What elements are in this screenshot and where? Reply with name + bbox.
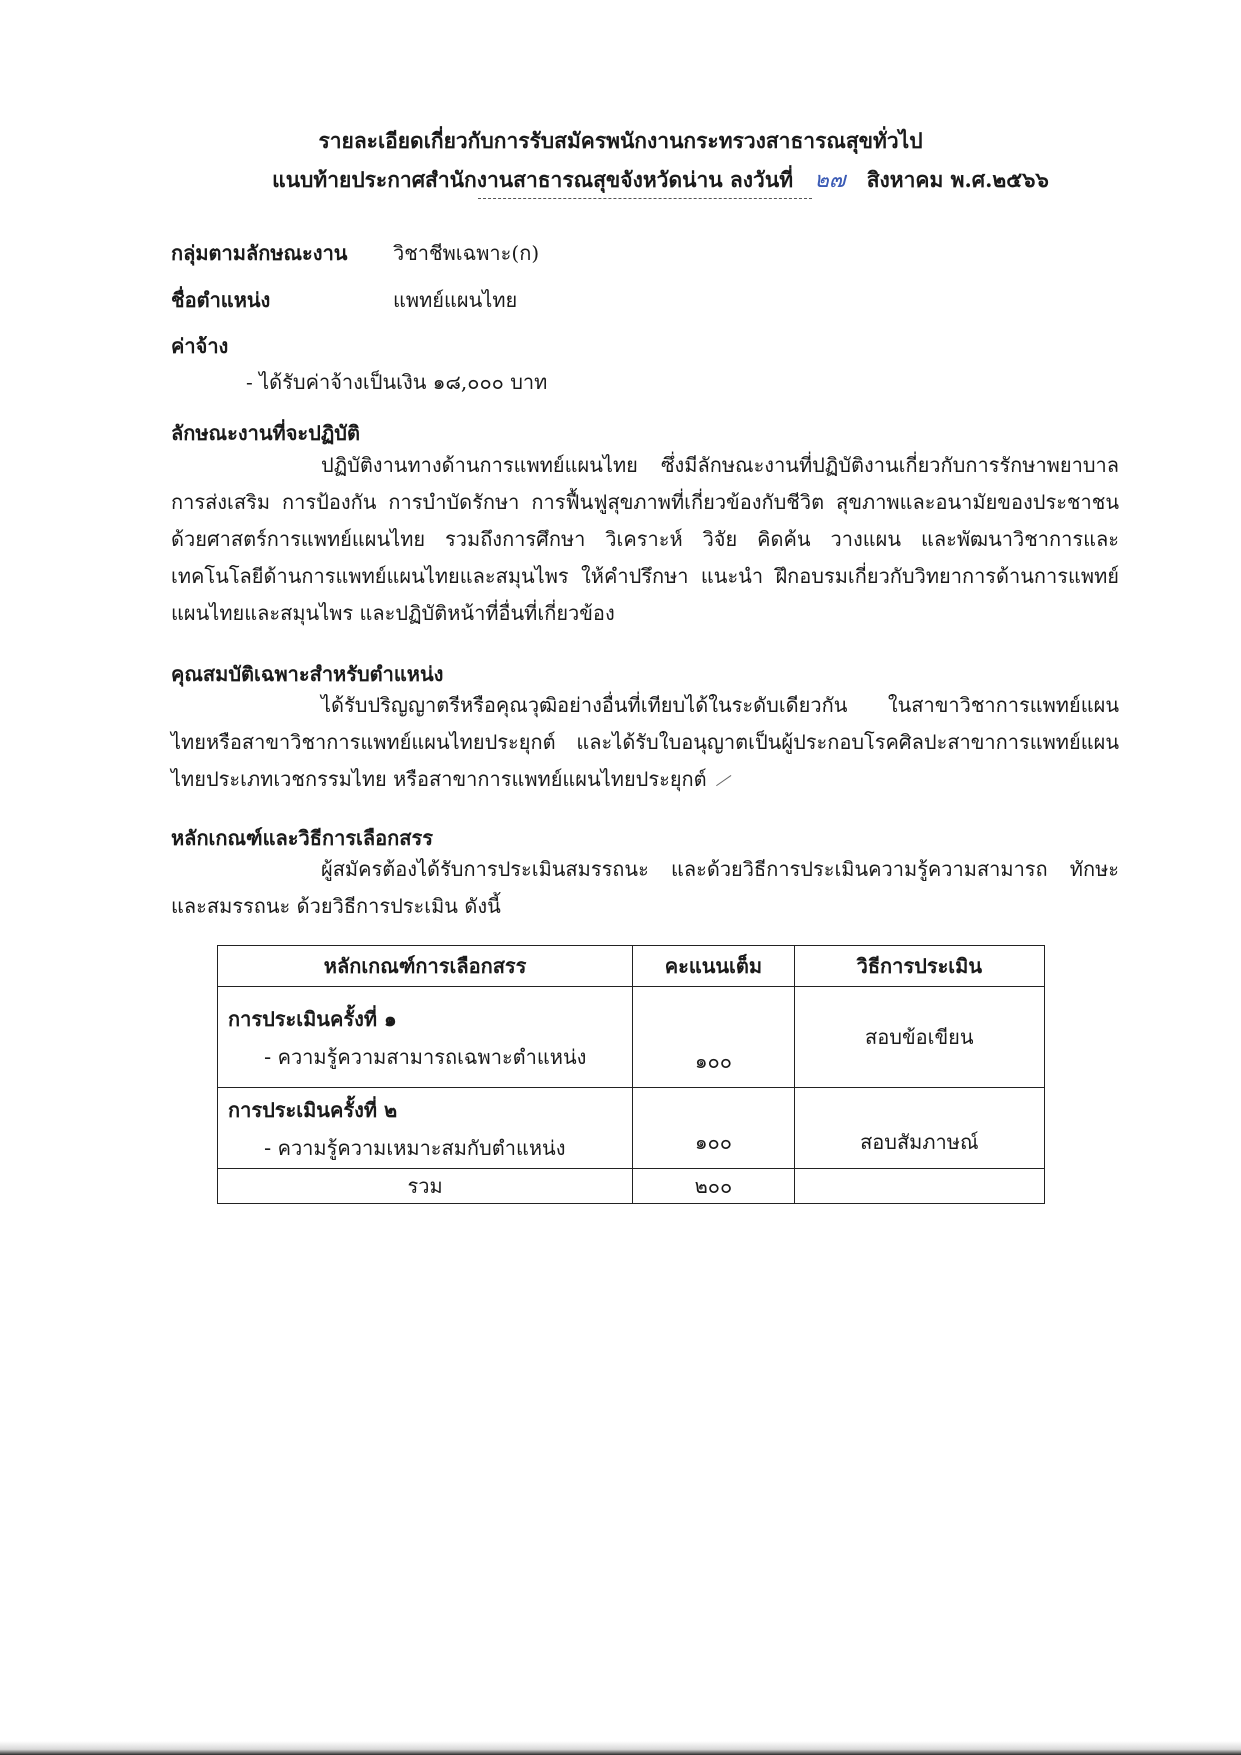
round-2-criteria-cell	[218, 1088, 633, 1169]
work-group-label: กลุ่มตามลักษณะงาน	[171, 241, 348, 265]
round-1-item: - ความรู้ความสามารถเฉพาะตำแหน่ง	[264, 1045, 587, 1069]
qualifications-text: ได้รับปริญญาตรีหรือคุณวุฒิอย่างอื่นที่เทียบได้ในระดับเดียวกัน ในสาขาวิชาการแพทย์แผนไทยหรือสาขาวิชาการแพทย์แผนไทยประยุกต์ และได้รับใบอนุญาตเป็นผู้ประกอบโรคศิลปะสาขาการแพทย์แผนไทยประเภทเวชกรรมไทย หรือสาขาการแพทย์แผนไทยประยุกต์	[171, 693, 1119, 791]
separator-line	[478, 198, 812, 199]
scan-bottom-edge	[0, 1741, 1241, 1755]
selection-heading: หลักเกณฑ์และวิธีการเลือกสรร	[171, 826, 433, 850]
subtitle-prefix: แนบท้ายประกาศสำนักงานสาธารณสุขจังหวัดน่าน ลงวันที่	[272, 167, 794, 192]
duties-paragraph: ปฏิบัติงานทางด้านการแพทย์แผนไทย ซึ่งมีลักษณะงานที่ปฏิบัติงานเกี่ยวกับการรักษาพยาบาล การส่งเสริม การป้องกัน การบำบัดรักษา การฟื้นฟูสุขภาพที่เกี่ยวข้องกับชีวิต สุขภาพและอนามัยของประชาชนด้วยศาสตร์การแพทย์แผนไทย รวมถึงการศึกษา วิเคราะห์ วิจัย คิดค้น วางแผน และพัฒนาวิชาการและเทคโนโลยีด้านการแพทย์แผนไทยและสมุนไพร ให้คำปรึกษา แนะนำ ฝึกอบรมเกี่ยวกับวิทยาการด้านการแพทย์แผนไทยและสมุนไพร และปฏิบัติหน้าที่อื่นที่เกี่ยวข้อง	[171, 453, 1119, 625]
header-full-score: คะแนนเต็ม	[633, 946, 794, 987]
table-row	[218, 987, 1045, 1088]
table-row	[218, 1088, 1045, 1169]
total-method-empty	[794, 1169, 1044, 1204]
total-score: ๒๐๐	[633, 1169, 794, 1204]
header-criteria: หลักเกณฑ์การเลือกสรร	[218, 946, 633, 987]
position-label: ชื่อตำแหน่ง	[171, 288, 271, 312]
selection-criteria-table	[217, 945, 1045, 1204]
table-header-row	[218, 946, 1045, 987]
round-1-method: สอบข้อเขียน	[794, 987, 1044, 1088]
subtitle-suffix: สิงหาคม พ.ศ.๒๕๖๖	[866, 167, 1049, 192]
table-total-row	[218, 1169, 1045, 1204]
wage-detail: - ได้รับค่าจ้างเป็นเงิน ๑๘,๐๐๐ บาท	[246, 370, 548, 394]
round-2-item: - ความรู้ความเหมาะสมกับตำแหน่ง	[264, 1136, 566, 1160]
work-group-value: วิชาชีพเฉพาะ(ก)	[393, 241, 540, 265]
round-1-criteria-cell	[218, 987, 633, 1088]
duties-heading: ลักษณะงานที่จะปฏิบัติ	[171, 421, 360, 445]
round-2-title: การประเมินครั้งที่ ๒	[228, 1098, 398, 1122]
position-value: แพทย์แผนไทย	[393, 288, 518, 312]
round-2-score: ๑๐๐	[633, 1088, 794, 1169]
work-group-field	[171, 237, 539, 269]
round-1-score: ๑๐๐	[633, 987, 794, 1088]
qualifications-heading: คุณสมบัติเฉพาะสำหรับตำแหน่ง	[171, 662, 444, 686]
qualifications-paragraph	[171, 687, 1119, 798]
position-field	[171, 284, 517, 316]
header-method: วิธีการประเมิน	[794, 946, 1044, 987]
round-2-method: สอบสัมภาษณ์	[794, 1088, 1044, 1169]
pen-tick-mark	[716, 775, 732, 787]
round-1-title: การประเมินครั้งที่ ๑	[228, 1007, 397, 1031]
selection-paragraph: ผู้สมัครต้องได้รับการประเมินสมรรถนะ และด้วยวิธีการประเมินความรู้ความสามารถ ทักษะและสมรรถนะ ด้วยวิธีการประเมิน ดังนี้	[171, 857, 1119, 918]
handwritten-date-day: ๒๗	[814, 168, 846, 193]
document-title: รายละเอียดเกี่ยวกับการรับสมัครพนักงานกระทรวงสาธารณสุขทั่วไป	[318, 128, 923, 153]
document-subtitle	[40, 162, 1241, 197]
total-label: รวม	[218, 1169, 633, 1204]
wage-heading: ค่าจ้าง	[171, 334, 229, 358]
